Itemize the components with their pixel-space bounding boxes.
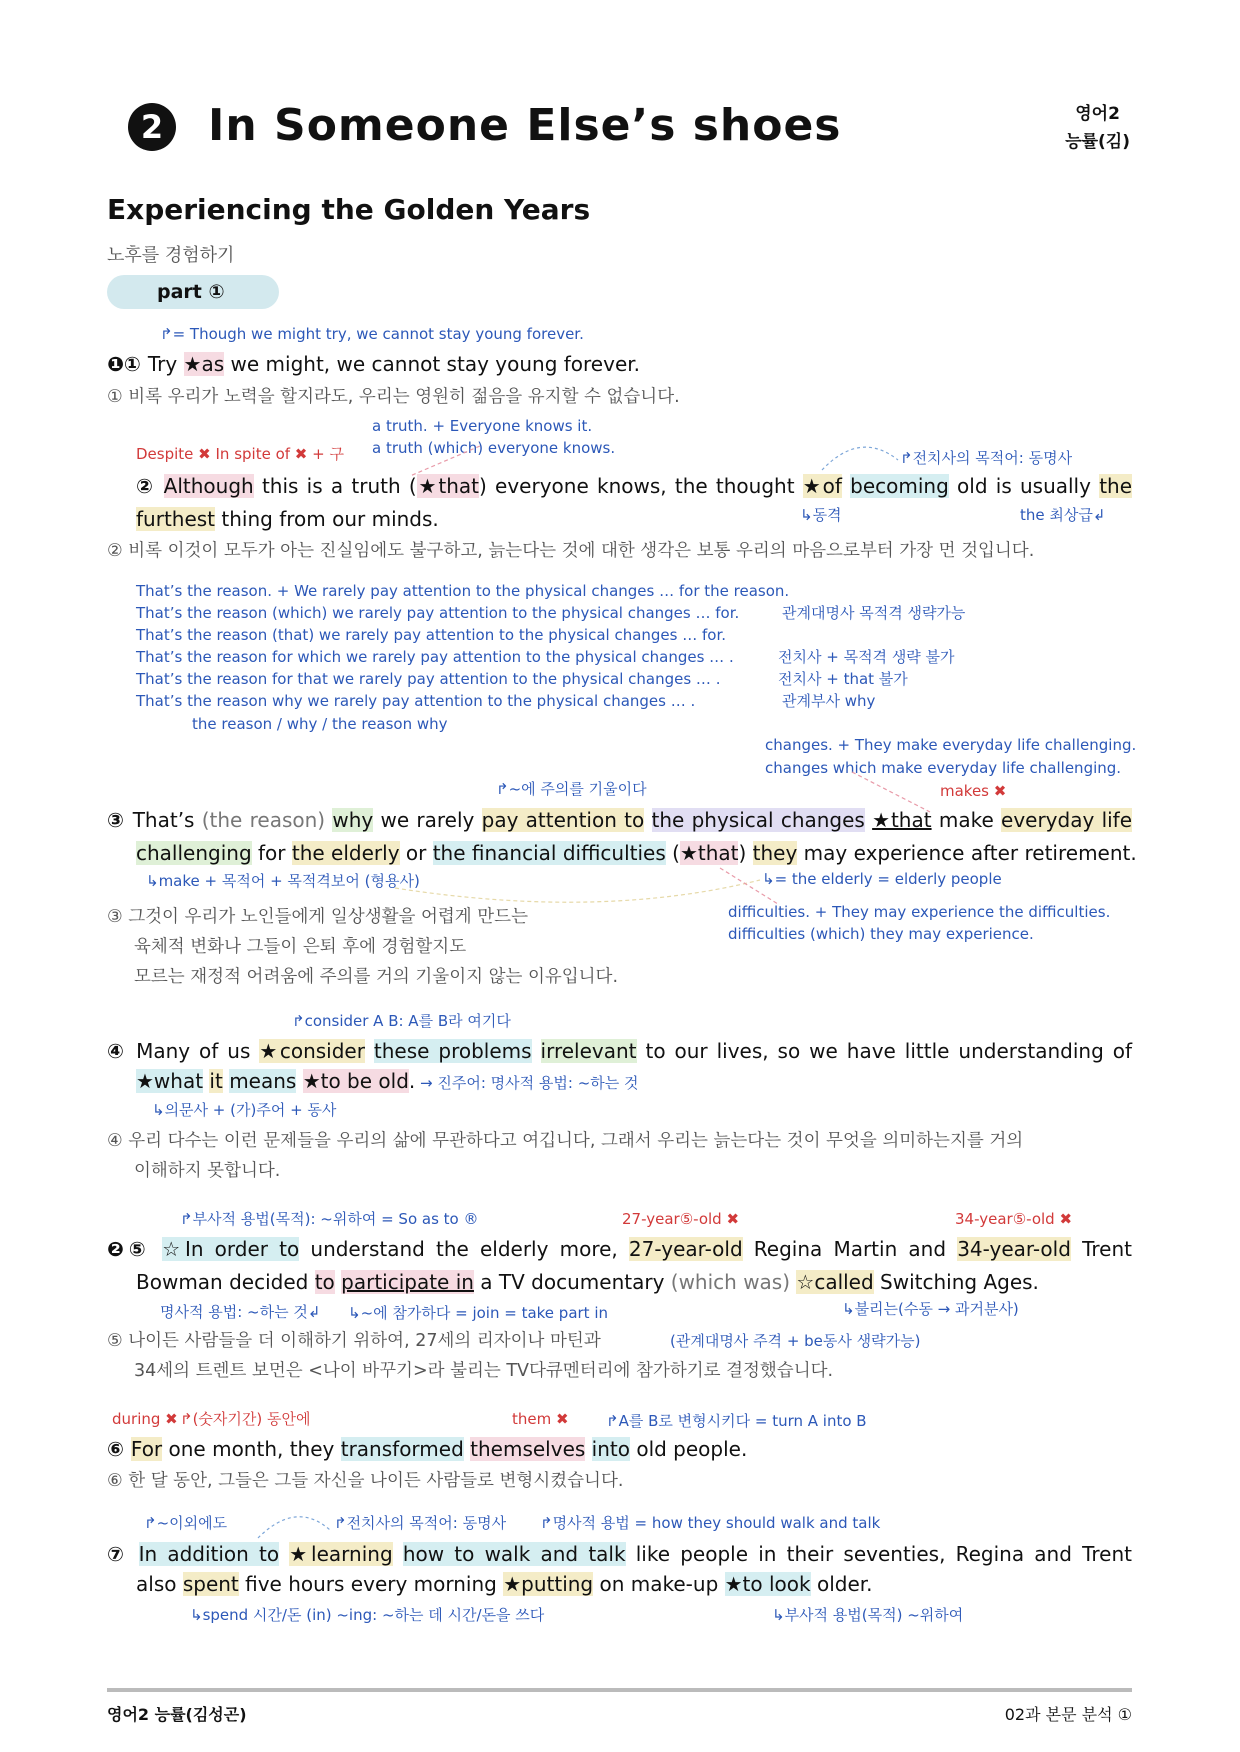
sentence-label: ⑥	[107, 1437, 131, 1461]
word: .	[408, 1069, 416, 1093]
word: or	[399, 841, 433, 865]
word: thing from our minds.	[215, 507, 439, 531]
word: we might, we cannot stay young forever.	[224, 352, 640, 376]
word-highlight: ★of	[802, 474, 842, 498]
word: Trent	[1070, 1237, 1132, 1261]
note-makes: makes ✖	[940, 782, 1007, 800]
note-elderly: ↳= the elderly = elderly people	[762, 870, 1002, 888]
word-highlight: ★consider	[259, 1039, 365, 1063]
note-make-complement: ↳make + 목적어 + 목적격보어 (형용사)	[146, 872, 420, 890]
word: we rarely	[373, 808, 482, 832]
translation-5-line-1: ⑤ 나이든 사람들을 더 이해하기 위하여, 27세의 리자이나 마틴과	[107, 1331, 601, 1351]
note-truth-2: a truth (which) everyone knows.	[372, 439, 616, 457]
note-gerund-object: ↱전치사의 목적어: 동명사	[900, 449, 1073, 467]
note-reason-3: That’s the reason (that) we rarely pay attention to the physical changes … for.	[136, 626, 727, 644]
translation-2: ② 비록 이것이 모두가 아는 진실임에도 불구하고, 늙는다는 것에 대한 생각은 보통 우리의 마음으로부터 가장 먼 것입니다.	[107, 541, 1035, 561]
word: five hours every morning	[238, 1572, 504, 1596]
title-number-badge: 2	[128, 103, 176, 151]
note-changes-1: changes. + They make everyday life challenging.	[765, 736, 1137, 754]
note-changes-2: changes which make everyday life challenging.	[765, 759, 1122, 777]
word: also	[136, 1572, 183, 1596]
sentence-label: ⑦	[107, 1542, 139, 1566]
note-reason-5: That’s the reason for that we rarely pay attention to the physical changes … .	[136, 670, 721, 688]
word: one month, they	[162, 1437, 341, 1461]
word: Many of us	[136, 1039, 260, 1063]
note-real-subject: → 진주어: 명사적 용법: ~하는 것	[415, 1074, 639, 1092]
note-called: ↳불리는(수동 → 과거분사)	[842, 1300, 1019, 1318]
translation-3-line-2: 육체적 변화나 그들이 은퇴 후에 경험할지도	[134, 937, 467, 957]
word: Switching Ages.	[873, 1270, 1039, 1294]
word: make	[931, 808, 1002, 832]
word-highlight: 27-year-old	[628, 1237, 743, 1261]
course-line-1: 영어2	[1075, 104, 1120, 124]
translation-1: ① 비록 우리가 노력을 할지라도, 우리는 영원히 젊음을 유지할 수 없습니다.	[107, 387, 680, 407]
connector	[258, 1517, 330, 1538]
word-highlight: participate in	[341, 1270, 474, 1294]
note-pay-attention: ↱~에 주의를 기울이다	[496, 780, 647, 798]
word-omitted: (which was)	[670, 1270, 791, 1294]
word-highlight: these problems	[373, 1039, 532, 1063]
footer-right: 02과 본문 분석 ①	[1004, 1705, 1132, 1724]
note-adverbial-2: ↳부사적 용법(목적) ~위하여	[772, 1606, 964, 1624]
word-highlight: ★putting	[503, 1572, 594, 1596]
word: may experience after retirement.	[797, 841, 1137, 865]
word-highlight: ★learning	[289, 1542, 393, 1566]
note-reason-6: That’s the reason why we rarely pay attention to the physical changes … .	[136, 692, 696, 710]
note-reason-4-comment: 전치사 + 목적격 생략 불가	[778, 648, 955, 666]
note-participate: ↳~에 참가하다 = join = take part in	[348, 1304, 609, 1322]
note-reason-6-comment: 관계부사 why	[782, 692, 876, 710]
sentence-label: ❶①	[107, 352, 148, 376]
word: on make-up	[593, 1572, 725, 1596]
word-highlight: themselves	[470, 1437, 586, 1461]
word: old people.	[629, 1437, 748, 1461]
word: old is usually	[948, 474, 1100, 498]
word-highlight: spent	[182, 1572, 239, 1596]
word-highlight: Although	[163, 474, 254, 498]
translation-6: ⑥ 한 달 동안, 그들은 그들 자신을 나이든 사람들로 변형시켰습니다.	[107, 1471, 624, 1491]
note-adverbial: ↱부사적 용법(목적): ~위하여 = So as to ®	[180, 1210, 479, 1228]
word-highlight: 34-year-old	[957, 1237, 1071, 1261]
note-34-year-old: 34-year⑤-old ✖	[955, 1210, 1073, 1228]
course-line-2: 능률(김)	[1065, 132, 1130, 152]
note-though: ↱= Though we might try, we cannot stay young forever.	[160, 325, 584, 343]
word-highlight: the elderly	[291, 841, 400, 865]
word: (	[665, 841, 680, 865]
connector	[852, 772, 930, 812]
word-highlight: ★that	[416, 474, 479, 498]
word: ) everyone knows, the thought	[478, 474, 803, 498]
sentence-label: ②	[136, 474, 164, 498]
word-highlight: furthest	[136, 507, 216, 531]
note-difficulties-2: difficulties (which) they may experience.	[728, 925, 1034, 943]
note-despite: Despite ✖ In spite of ✖ + 구	[136, 445, 344, 463]
word-highlight: irrelevant	[540, 1039, 637, 1063]
note-reason-5-comment: 전치사 + that 불가	[778, 670, 908, 688]
translation-3-line-3: 모르는 재정적 어려움에 주의를 거의 기울이지 않는 이유입니다.	[134, 967, 619, 987]
note-reason-7: the reason / why / the reason why	[192, 715, 448, 733]
sentence-label: ④	[107, 1039, 137, 1063]
note-superlative: the 최상급↲	[1020, 506, 1106, 524]
word: for	[251, 841, 292, 865]
note-appositive: ↳동격	[800, 506, 842, 524]
note-spend: ↳spend 시간/돈 (in) ~ing: ~하는 데 시간/돈을 쓰다	[190, 1606, 545, 1624]
note-besides: ↱~이외에도	[144, 1514, 228, 1532]
note-consider: ↱consider A B: A를 B라 여기다	[292, 1012, 511, 1030]
word-highlight: the financial difficulties	[432, 841, 666, 865]
note-reason-2: That’s the reason (which) we rarely pay attention to the physical changes … for.	[136, 604, 740, 622]
word-omitted: (the reason)	[201, 808, 326, 832]
word-highlight: ★to be old	[302, 1069, 409, 1093]
section-title: Experiencing the Golden Years	[107, 193, 591, 226]
word-underlined: ★that	[872, 808, 932, 832]
word-highlight: the	[1099, 474, 1133, 498]
word-highlight: how to walk and talk	[402, 1542, 626, 1566]
connector	[410, 446, 480, 476]
word-highlight: becoming	[850, 474, 949, 498]
word-highlight: ★as	[183, 352, 225, 376]
note-them: them ✖	[512, 1410, 569, 1428]
word-highlight: transformed	[340, 1437, 464, 1461]
section-title-korean: 노후를 경험하기	[107, 245, 235, 266]
note-reason-1: That’s the reason. + We rarely pay attention to the physical changes … for the reason.	[136, 582, 790, 600]
translation-3-line-1: ③ 그것이 우리가 노인들에게 일상생활을 어렵게 만드는	[107, 907, 528, 927]
footer-divider	[107, 1688, 1132, 1692]
word: older.	[810, 1572, 873, 1596]
word-highlight: to	[314, 1270, 335, 1294]
part-badge: part ①	[107, 275, 279, 309]
word: to our lives, so we have little understanding of	[636, 1039, 1133, 1063]
word-highlight: they	[752, 841, 798, 865]
note-during: during ✖	[112, 1410, 178, 1428]
word-highlight: the physical changes	[651, 808, 865, 832]
note-27-year-old: 27-year⑤-old ✖	[622, 1210, 740, 1228]
word-highlight: In addition to	[138, 1542, 280, 1566]
word-highlight: why	[332, 808, 374, 832]
translation-5-line-2: 34세의 트렌트 보먼은 <나이 바꾸기>라 불리는 TV다큐멘터리에 참가하기로 결정했습니다.	[134, 1361, 834, 1381]
word: Regina Martin and	[742, 1237, 958, 1261]
note-noun-use: 명사적 용법: ~하는 것↲	[160, 1303, 321, 1321]
word-highlight: ★that	[679, 841, 739, 865]
note-turn-into: ↱A를 B로 변형시키다 = turn A into B	[606, 1412, 867, 1430]
note-gerund-object-2: ↱전치사의 목적어: 동명사	[334, 1514, 507, 1532]
note-difficulties-1: difficulties. + They may experience the difficulties.	[728, 903, 1111, 921]
connector	[822, 447, 898, 470]
word-highlight: ☆called	[796, 1270, 874, 1294]
word: Bowman decided	[136, 1270, 315, 1294]
sentence-label: ❷⑤	[107, 1237, 163, 1261]
word: Try	[147, 352, 184, 376]
sentence-label: ③	[107, 808, 133, 832]
note-reason-2-comment: 관계대명사 목적격 생략가능	[782, 604, 966, 622]
translation-4-line-2: 이해하지 못합니다.	[134, 1161, 281, 1181]
word: understand the elderly more,	[299, 1237, 629, 1261]
word-highlight: it	[209, 1069, 223, 1093]
word-highlight: ★what	[136, 1069, 204, 1093]
word-highlight: everyday life	[1001, 808, 1133, 832]
footer-left: 영어2 능률(김성곤)	[107, 1705, 247, 1724]
note-how-to: ↱명사적 용법 = how they should walk and talk	[540, 1514, 881, 1532]
note-truth-1: a truth. + Everyone knows it.	[372, 417, 593, 435]
connector	[395, 880, 760, 902]
word-highlight: For	[130, 1437, 163, 1461]
word: )	[738, 841, 753, 865]
word: this is a truth (	[253, 474, 417, 498]
note-relative-omission: (관계대명사 주격 + be동사 생략가능)	[670, 1332, 921, 1350]
word: like people in their seventies, Regina and Trent	[625, 1542, 1132, 1566]
note-question-word: ↳의문사 + (가)주어 + 동사	[152, 1101, 337, 1119]
connector	[720, 868, 778, 904]
page-title: In Someone Else’s shoes	[208, 100, 842, 151]
word-highlight: into	[591, 1437, 630, 1461]
note-reason-4: That’s the reason for which we rarely pay attention to the physical changes … .	[136, 648, 734, 666]
word: a TV documentary	[473, 1270, 671, 1294]
note-for-duration: ↱(숫자기간) 동안에	[180, 1410, 311, 1428]
word-highlight: ★to look	[724, 1572, 811, 1596]
word: That’s	[132, 808, 202, 832]
word-highlight: means	[229, 1069, 297, 1093]
word-highlight: challenging	[136, 841, 252, 865]
word-highlight: ☆In order to	[162, 1237, 300, 1261]
word-highlight: pay attention to	[481, 808, 645, 832]
translation-4-line-1: ④ 우리 다수는 이런 문제들을 우리의 삶에 무관하다고 여깁니다, 그래서 우리는 늙는다는 것이 무엇을 의미하는지를 거의	[107, 1131, 1024, 1151]
